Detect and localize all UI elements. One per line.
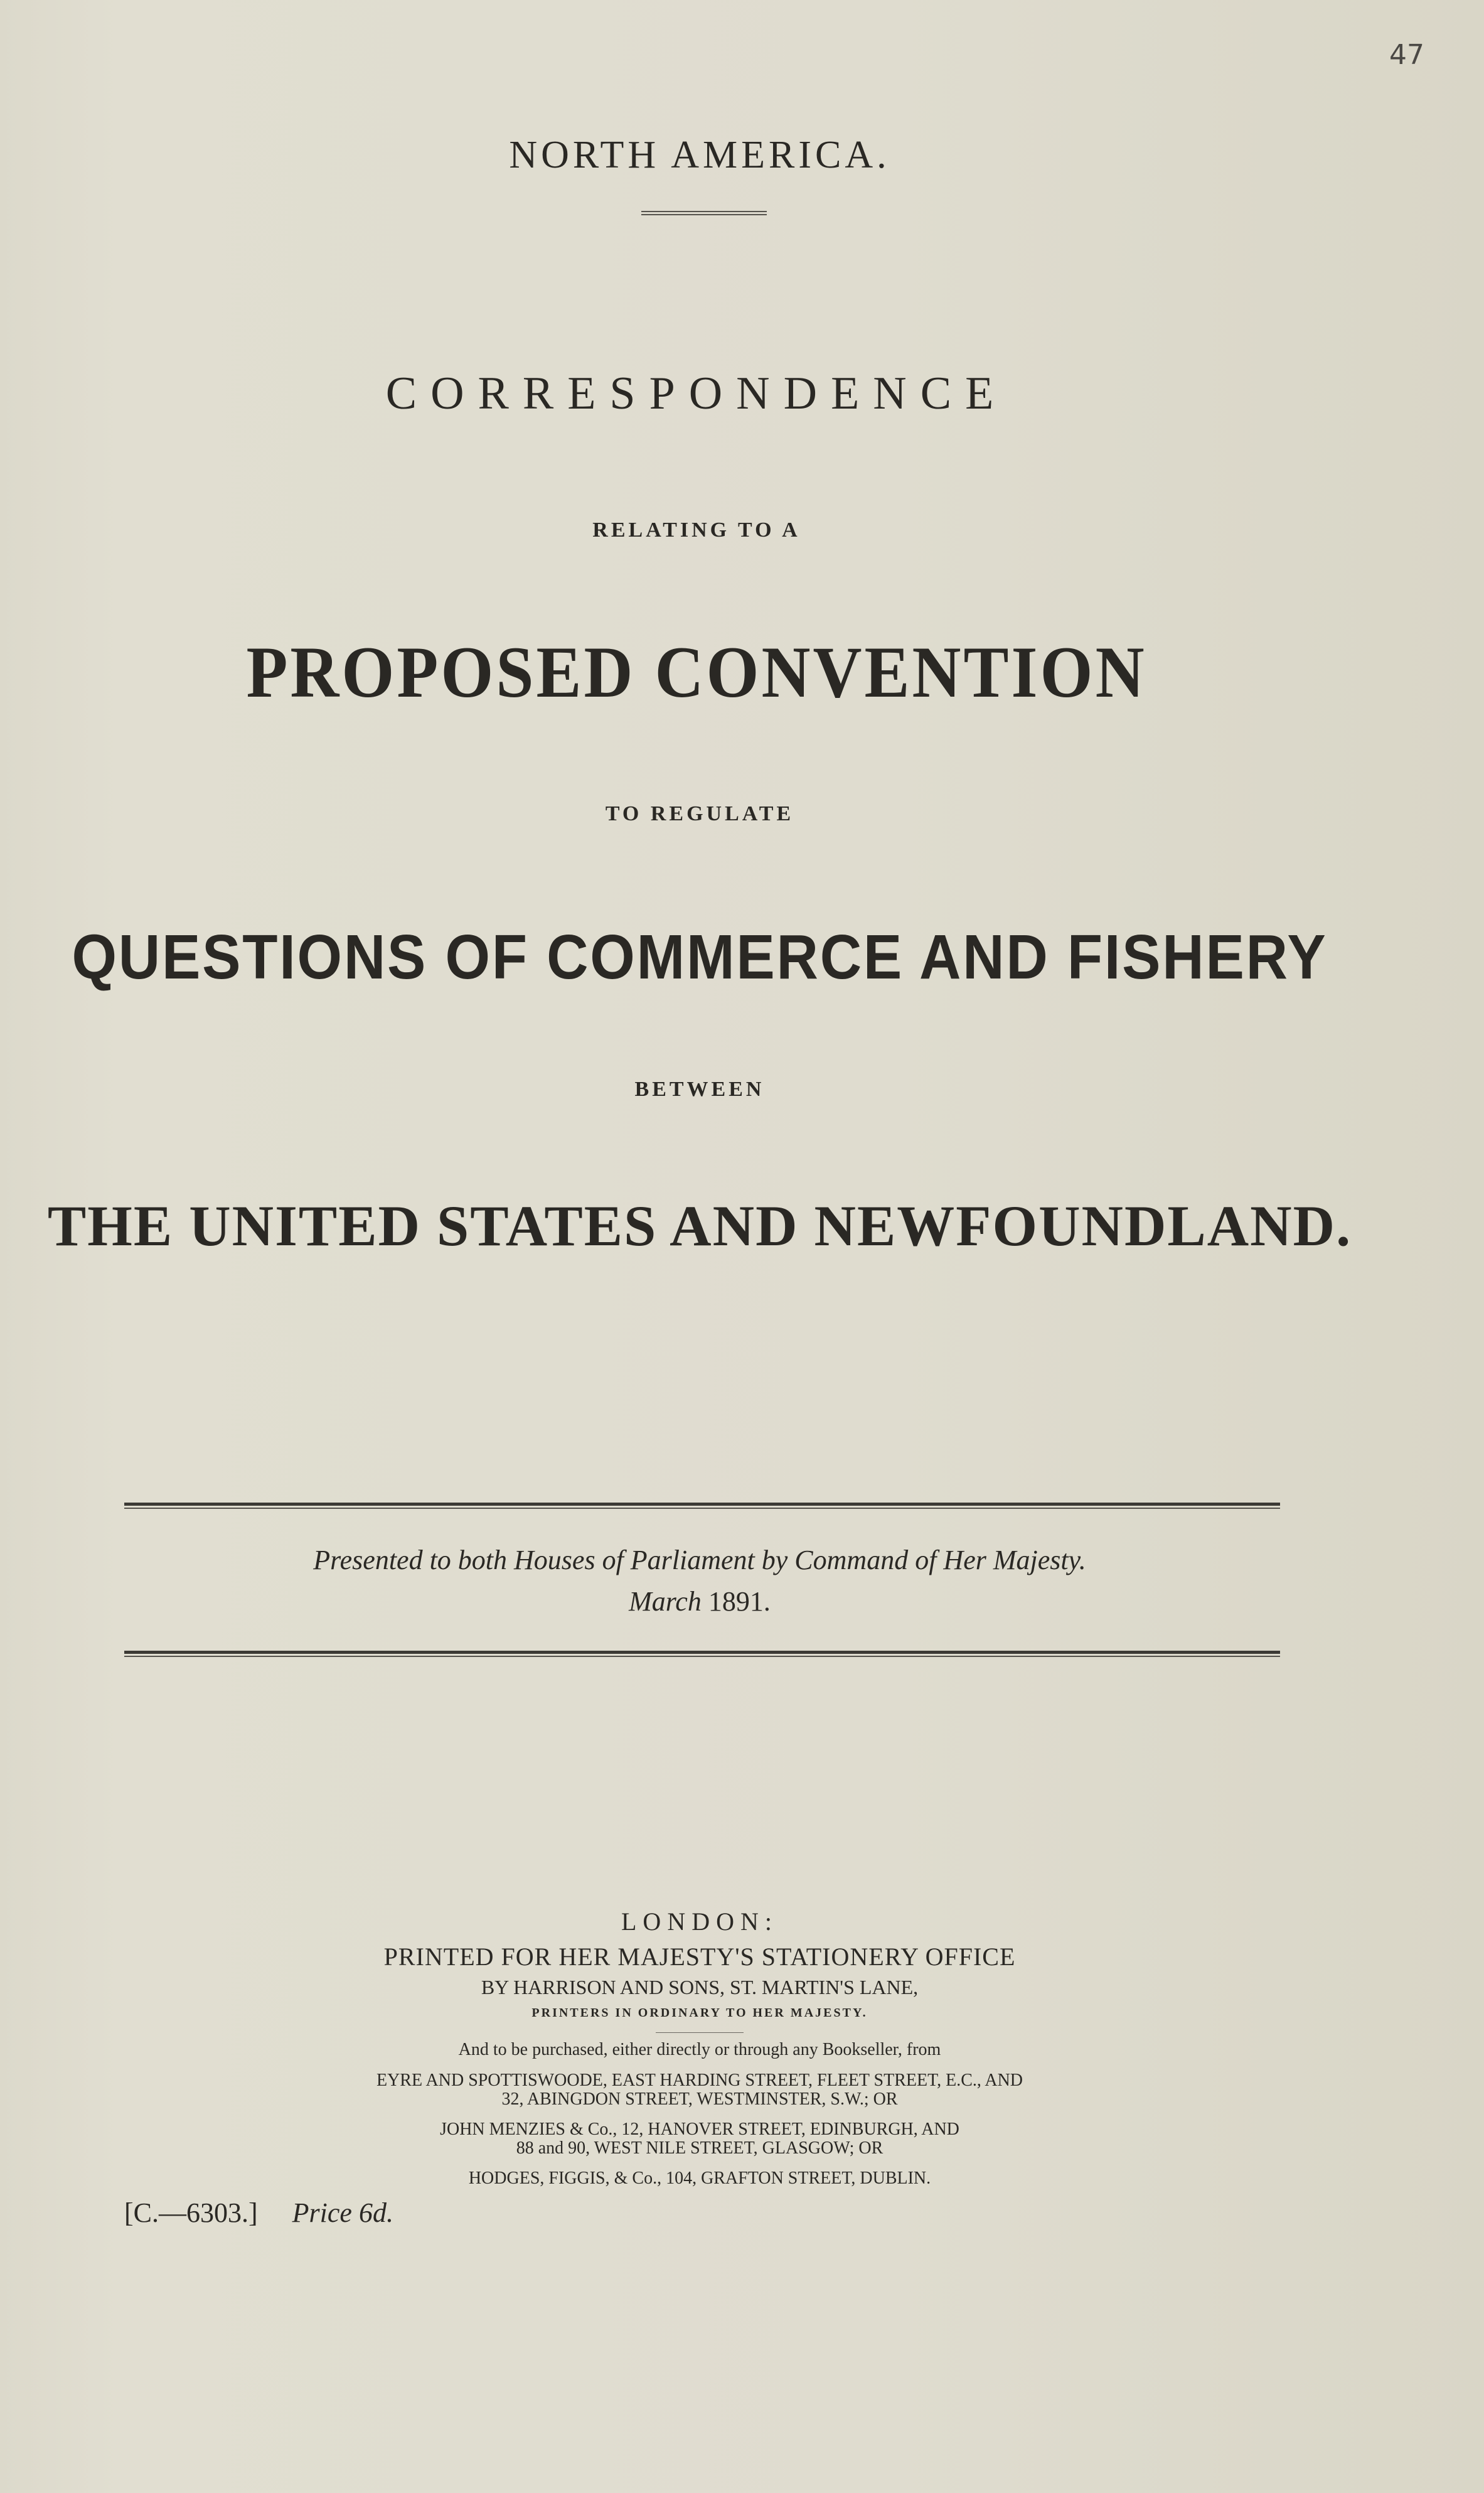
short-double-rule xyxy=(641,211,767,215)
command-number: [C.—6303.] xyxy=(124,2197,258,2228)
correspondence-heading: CORRESPONDENCE xyxy=(385,368,1008,419)
imprint-divider xyxy=(656,2032,744,2033)
relating-to-line: RELATING TO A xyxy=(592,518,801,542)
imprint-city: LONDON: xyxy=(621,1907,778,1936)
command-price-line xyxy=(124,2197,393,2229)
imprint-address-line: EYRE AND SPOTTISWOODE, EAST HARDING STREET, FLEET STREET, E.C., AND xyxy=(376,2071,1023,2090)
date-year: 1891. xyxy=(708,1586,771,1617)
to-regulate-line: TO REGULATE xyxy=(605,802,794,825)
between-line: BETWEEN xyxy=(634,1078,765,1101)
imprint-address-line: 88 and 90, WEST NILE STREET, GLASGOW; OR xyxy=(516,2138,883,2158)
imprint-address-line: JOHN MENZIES & Co., 12, HANOVER STREET, EDINBURGH, AND xyxy=(440,2120,959,2139)
imprint-printer: BY HARRISON AND SONS, ST. MARTIN'S LANE, xyxy=(481,1976,919,1998)
upper-double-rule xyxy=(124,1503,1280,1509)
imprint-printers-line: PRINTERS IN ORDINARY TO HER MAJESTY. xyxy=(531,2006,868,2020)
lower-double-rule xyxy=(124,1651,1280,1657)
questions-heading: QUESTIONS OF COMMERCE AND FISHERY xyxy=(72,922,1328,992)
page-number: 47 xyxy=(1389,39,1424,71)
presented-statement: Presented to both Houses of Parliament by Command of Her Majesty. xyxy=(313,1545,1086,1575)
imprint-purchase-line: And to be purchased, either directly or through any Bookseller, from xyxy=(458,2040,941,2059)
parties-heading: THE UNITED STATES AND NEWFOUNDLAND. xyxy=(47,1194,1352,1258)
imprint-printed-for: PRINTED FOR HER MAJESTY'S STATIONERY OFFICE xyxy=(383,1943,1016,1971)
region-heading: NORTH AMERICA. xyxy=(509,134,890,176)
date-line xyxy=(0,1585,1399,1617)
imprint-address-line: HODGES, FIGGIS, & Co., 104, GRAFTON STREET, DUBLIN. xyxy=(468,2169,931,2188)
price: Price 6d. xyxy=(292,2197,393,2228)
date-month: March xyxy=(629,1586,702,1617)
proposed-convention-heading: PROPOSED CONVENTION xyxy=(246,632,1147,713)
imprint-address-line: 32, ABINGDON STREET, WESTMINSTER, S.W.; OR xyxy=(501,2089,898,2109)
